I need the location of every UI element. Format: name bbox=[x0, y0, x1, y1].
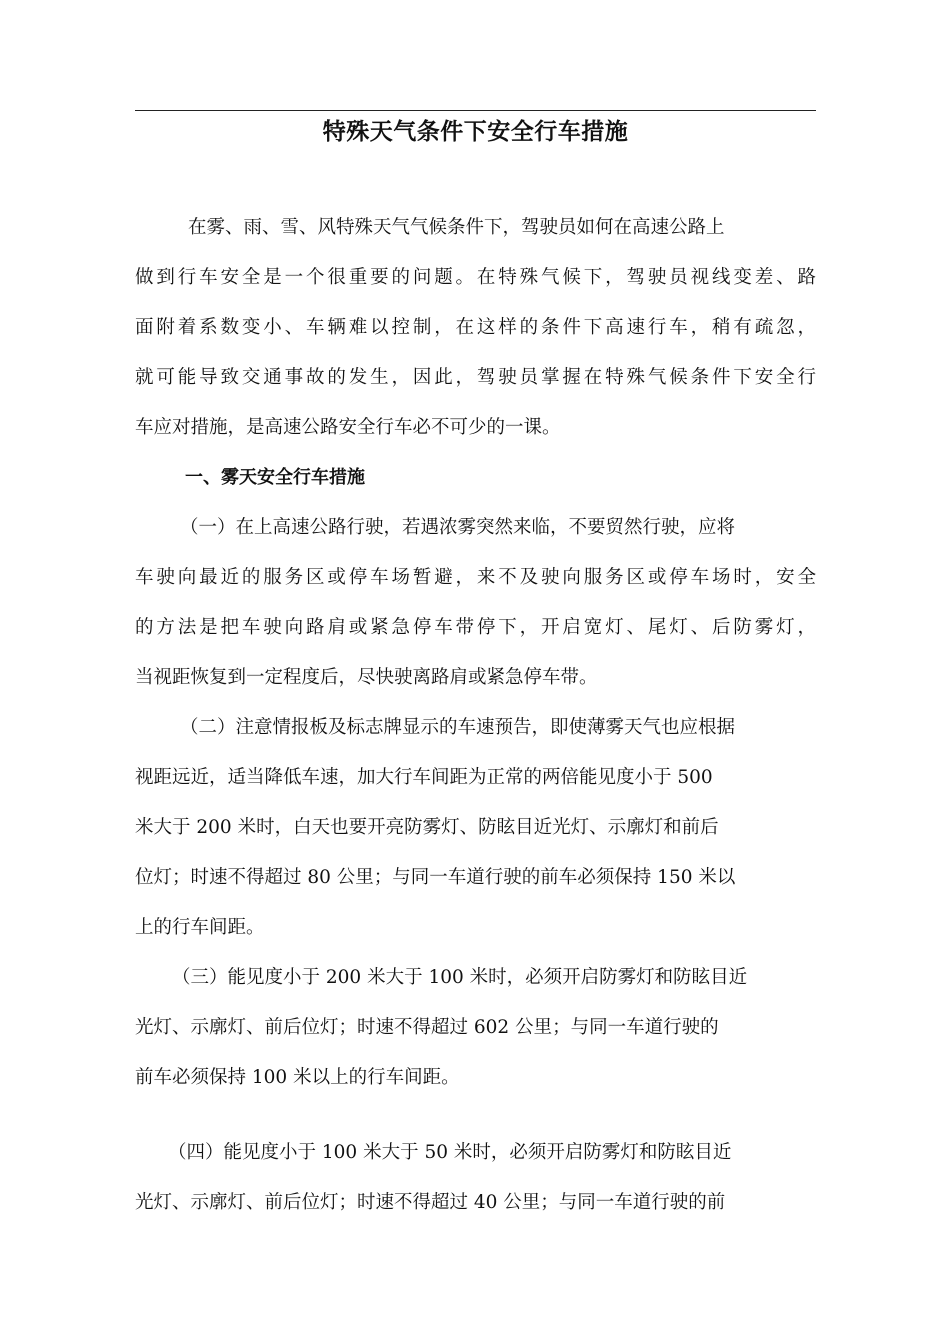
item-line: 米大于 200 米时，白天也要开亮防雾灯、防眩目近光灯、示廓灯和前后 bbox=[135, 817, 719, 838]
item-line: 车驶向最近的服务区或停车场暂避，来不及驶向服务区或停车场时，安全 bbox=[135, 567, 816, 588]
item-line: 前车必须保持 100 米以上的行车间距。 bbox=[135, 1067, 460, 1088]
document-title: 特殊天气条件下安全行车措施 bbox=[322, 119, 629, 145]
section-heading-fog: 一、雾天安全行车措施 bbox=[185, 467, 365, 488]
item-line: 光灯、示廓灯、前后位灯；时速不得超过 602 公里；与同一车道行驶的 bbox=[135, 1017, 719, 1038]
item-line: 视距远近，适当降低车速，加大行车间距为正常的两倍能见度小于 500 bbox=[135, 767, 713, 788]
header-rule bbox=[135, 110, 816, 111]
item-line: 上的行车间距。 bbox=[135, 917, 265, 938]
item-line: （一）在上高速公路行驶，若遇浓雾突然来临，不要贸然行驶，应将 bbox=[180, 517, 736, 538]
intro-line: 面附着系数变小、车辆难以控制，在这样的条件下高速行车，稍有疏忽， bbox=[135, 317, 816, 338]
item-line: 位灯；时速不得超过 80 公里；与同一车道行驶的前车必须保持 150 米以 bbox=[135, 867, 736, 888]
intro-line: 就可能导致交通事故的发生，因此，驾驶员掌握在特殊气候条件下安全行 bbox=[135, 367, 816, 388]
item-line: 的方法是把车驶向路肩或紧急停车带停下，开启宽灯、尾灯、后防雾灯， bbox=[135, 617, 816, 638]
intro-line: 在雾、雨、雪、风特殊天气气候条件下，驾驶员如何在高速公路上 bbox=[188, 217, 725, 238]
item-line: 当视距恢复到一定程度后，尽快驶离路肩或紧急停车带。 bbox=[135, 667, 598, 688]
intro-line: 车应对措施，是高速公路安全行车必不可少的一课。 bbox=[135, 417, 561, 438]
item-line: （二）注意情报板及标志牌显示的车速预告，即使薄雾天气也应根据 bbox=[180, 717, 736, 738]
item-line: （四）能见度小于 100 米大于 50 米时，必须开启防雾灯和防眩目近 bbox=[168, 1142, 732, 1163]
item-line: 光灯、示廓灯、前后位灯；时速不得超过 40 公里；与同一车道行驶的前 bbox=[135, 1192, 726, 1213]
item-line: （三）能见度小于 200 米大于 100 米时，必须开启防雾灯和防眩目近 bbox=[172, 967, 748, 988]
intro-line: 做到行车安全是一个很重要的问题。在特殊气候下，驾驶员视线变差、路 bbox=[135, 267, 816, 288]
